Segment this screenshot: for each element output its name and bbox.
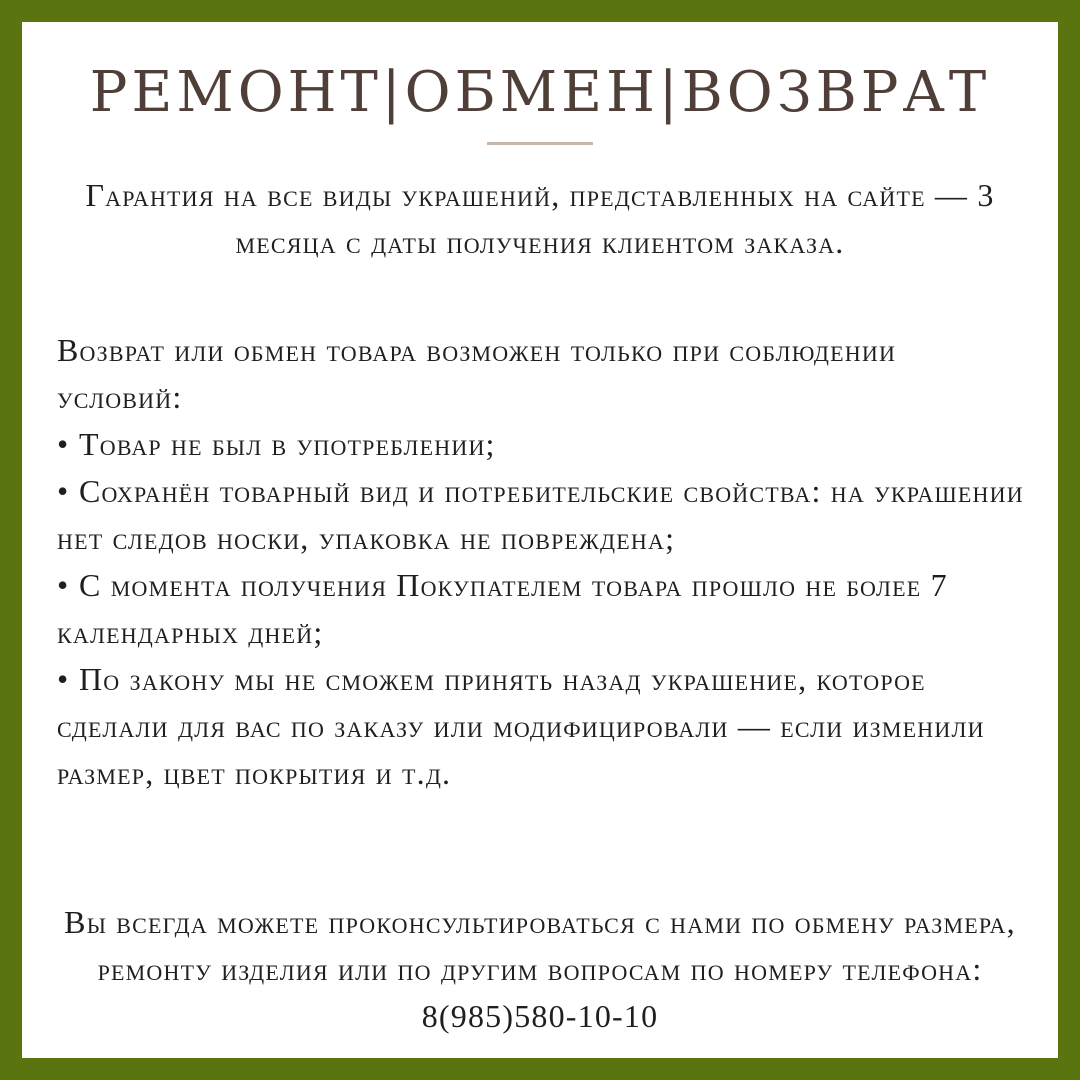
bullet-icon: • [57,426,70,462]
condition-item [57,562,1028,656]
condition-text: По закону мы не сможем принять назад украшение, которое сделали для вас по заказу или модифицировали — если изменили размер, цвет покрытия и т.д. [57,661,985,791]
page-title: РЕМОНТ|ОБМЕН|ВОЗВРАТ [89,60,991,125]
condition-item [57,656,1028,797]
condition-text: Сохранён товарный вид и потребительские свойства: на украшении нет следов носки, упаковка не повреждена; [57,473,1024,556]
condition-item [57,421,1028,468]
bullet-icon: • [57,567,70,603]
conditions-intro: Возврат или обмен товара возможен только при соблюдении условий: [57,332,897,415]
condition-item [57,468,1028,562]
condition-text: Товар не был в употреблении; [79,426,496,462]
warranty-text: Гарантия на все виды украшений, представленных на сайте — 3 месяца с даты получения клиентом заказа. [85,177,995,260]
bullet-icon: • [57,661,70,697]
return-conditions [57,327,1028,797]
condition-text: С момента получения Покупателем товара прошло не более 7 календарных дней; [57,567,948,650]
contact-text: Вы всегда можете проконсультироваться с нами по обмену размера, ремонту изделия или по другим вопросам по номеру телефона: 8(985)580-10-10 [64,904,1016,1034]
title-divider [487,142,593,145]
bullet-icon: • [57,473,70,509]
content-card [22,22,1058,1058]
